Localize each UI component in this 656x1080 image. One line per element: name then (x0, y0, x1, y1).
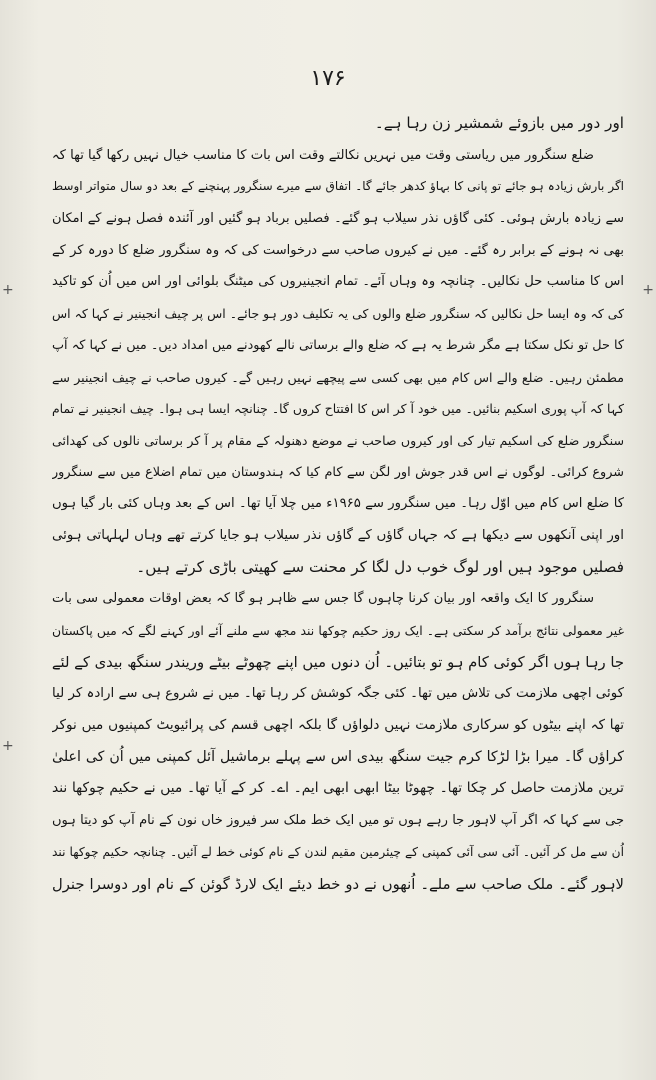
text-line: جا رہا ہوں اگر کوئی کام ہو تو بتائیں۔ اُن دنوں میں اپنے چھوٹے بیٹے وریندر سنگھ بیدی کے لئے (52, 653, 624, 671)
text-line: تھا کہ اپنے بیٹوں کو سرکاری ملازمت نہیں دلواؤں گا بلکہ اچھی قسم کی پرائیویٹ کمپنیوں میں نوکر (52, 717, 624, 734)
binding-mark-left-bottom: + (2, 738, 14, 754)
body-text (52, 108, 624, 900)
text-line: لاہور گئے۔ ملک صاحب سے ملے۔ اُنھوں نے دو خط دیئے ایک لارڈ گوئن کے نام اور دوسرا جنرل (52, 875, 624, 893)
text-line: شروع کرائی۔ لوگوں نے اس قدر جوش اور لگن سے کام کیا کہ ہندوستان میں تمام اضلاع میں سے سنگرور (52, 464, 624, 480)
text-line: کہا کہ آپ پوری اسکیم بنائیں۔ میں خود آ کر اس کا افتتاح کروں گا۔ چنانچہ ایسا ہی ہوا۔ چیف انجینیر نے تمام (52, 401, 624, 417)
text-line: مطمئن رہیں۔ ضلع والے اس کام میں بھی کسی سے پیچھے نہیں رہیں گے۔ کیروں صاحب نے چیف انجینیر سے (52, 369, 624, 385)
text-line: اور دور میں بازوئے شمشیر زن رہا ہے۔ (374, 114, 624, 132)
text-line: کی کہ وہ ایسا حل نکالیں کہ سنگرور ضلع والوں کی یہ تکلیف دور ہو جائے۔ اس پر چیف انجینیر نے کہا کہ اس (52, 306, 624, 322)
text-line: کراؤں گا۔ میرا بڑا لڑکا کرم جیت سنگھ بیدی اس سے پہلے برماشیل آئل کمپنی میں اُن کی اعلیٰ (52, 748, 624, 765)
text-line: ضلع سنگرور میں ریاستی وقت میں نہریں نکالتے وقت اس بات کا مناسب خیال نہیں رکھا گیا تھا کہ (52, 147, 594, 163)
text-line: بھی نہ ہونے کے برابر رہ گئے۔ میں نے کیروں صاحب سے درخواست کی کہ وہ سنگرور ضلع کا دورہ کر کے (52, 242, 624, 258)
text-line: اس کا مناسب حل نکالیں۔ چنانچہ وہ وہاں آئے۔ تمام انجینیروں کی میٹنگ بلوائی اور اس میں اُن کو تاکید (52, 274, 624, 290)
text-line: کا ضلع اس کام میں اوّل رہا۔ میں سنگرور سے ۱۹۶۵ء میں چلا آیا تھا۔ اس کے بعد وہاں کئی بار گیا ہوں (52, 496, 624, 512)
text-line: اور اپنی آنکھوں سے دیکھا ہے کہ جہاں گاؤں کے گاؤں نذر سیلاب ہو جایا کرتے تھے وہاں لہلہاتی ہوئی (52, 527, 624, 543)
text-line: سے زیادہ بارش ہوئی۔ کئی گاؤں نذر سیلاب ہو گئے۔ فصلیں برباد ہو گئیں اور آئندہ فصل ہونے کے امکان (52, 211, 624, 227)
text-line: اُن سے مل کر آئیں۔ آئی سی آئی کمپنی کے چیئرمین مقیم لندن کے نام کوئی خط لے آئیں۔ چنانچہ حکیم چوکھا نند (52, 844, 624, 859)
text-line: کا حل تو نکل سکتا ہے مگر شرط یہ ہے کہ ضلع والے برساتی نالے کھودنے میں امداد دیں۔ میں نے کہا کہ آپ (52, 337, 624, 353)
text-line: کوئی اچھی ملازمت کی تلاش میں تھا۔ کئی جگہ کوشش کر رہا تھا۔ میں نے شروع ہی سے ارادہ کر لیا (52, 686, 624, 702)
binding-mark-right-top: + (642, 282, 654, 298)
binding-mark-left-top: + (2, 282, 14, 298)
text-line: فصلیں موجود ہیں اور لوگ خوب دل لگا کر محنت سے کھیتی باڑی کرتے ہیں۔ (136, 557, 624, 576)
text-line: ترین ملازمت حاصل کر چکا تھا۔ چھوٹا بیٹا ابھی ابھی ایم۔ اے۔ کر کے آیا تھا۔ میں نے حکیم چوکھا نند (52, 780, 624, 797)
text-line: غیر معمولی نتائج برآمد کر سکتی ہے۔ ایک روز حکیم چوکھا نند مجھ سے ملنے آئے اور کہنے لگے کہ میں پاکستان (52, 623, 624, 638)
page-number: ۱۷۶ (310, 66, 346, 91)
text-line: سنگرور ضلع کی اسکیم تیار کی اور کیروں صاحب نے موضع دھنولہ کے مقام پر آ کر برساتی نالوں کی کھدائی (52, 432, 624, 448)
text-line: سنگرور کا ایک واقعہ اور بیان کرنا چاہوں گا جس سے ظاہر ہو گا کہ بعض اوقات معمولی سی بات (52, 591, 594, 607)
text-line: جی سے کہا کہ اگر آپ لاہور جا رہے ہوں تو میں ایک خط ملک سر فیروز خاں نون کے نام آپ کو دیتا ہوں (52, 813, 624, 829)
text-line: اگر بارش زیادہ ہو جائے تو پانی کا بہاؤ کدھر جائے گا۔ اتفاق سے میرے سنگرور پہنچنے کے بعد دو سال متواتر اوسط (52, 179, 624, 194)
